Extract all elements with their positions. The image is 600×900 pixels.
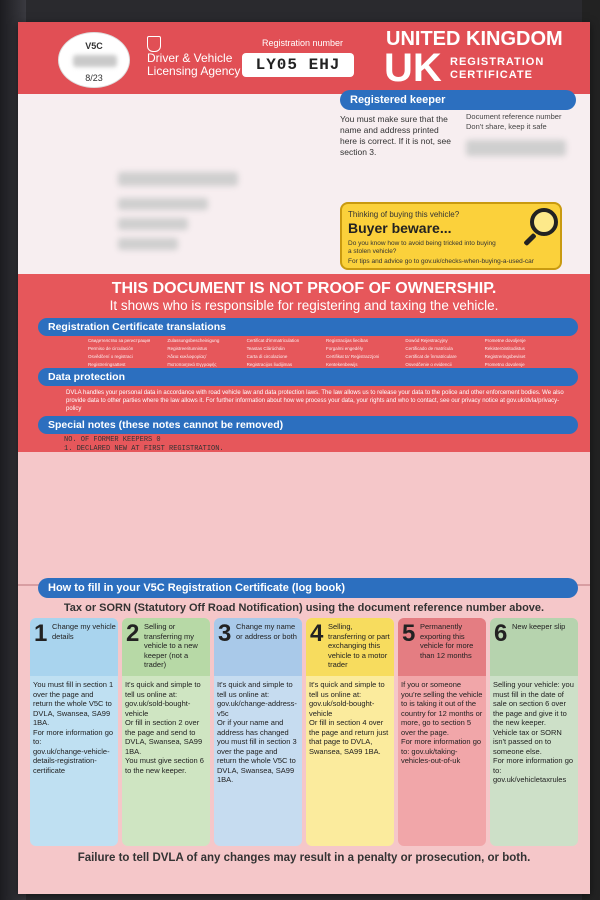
failure-warning: Failure to tell DVLA of any changes may result in a penalty or prosecution, or both. bbox=[77, 852, 531, 864]
step-header bbox=[490, 618, 578, 676]
country-title: UNITED KINGDOM bbox=[386, 28, 563, 50]
redacted-address-3 bbox=[118, 238, 178, 250]
step-title: Permanently exporting this vehicle for more than 12 months bbox=[420, 622, 474, 660]
form-id-oval bbox=[58, 32, 130, 88]
registered-keeper-heading: Registered keeper bbox=[340, 90, 576, 110]
v5c-document bbox=[18, 22, 590, 894]
step-title: New keeper slip bbox=[512, 622, 566, 631]
translation-item: Kentekenbewijs bbox=[326, 362, 358, 367]
step-header bbox=[398, 618, 486, 676]
translation-item: Prometne dovoljenje bbox=[484, 338, 526, 343]
translation-item: Registreringsattest bbox=[88, 362, 126, 367]
step-header bbox=[122, 618, 210, 676]
translation-item: Άδεια κυκλοφορίας/ bbox=[167, 354, 207, 359]
step-3 bbox=[214, 618, 302, 846]
registration-plate: LY05 EHJ bbox=[242, 53, 354, 77]
step-body: It's quick and simple to tell us online at: gov.uk/change-address-v5c Or if your name and address has changed you must fill in section 3 over the page and return the whole V5C to DVLA, Swansea, SA99 1BA. bbox=[217, 680, 297, 784]
step-body: If you or someone you're selling the vehicle to is taking it out of the country for 12 months or more, go to section 5 over the page. For more information go to: gov.uk/taking-vehicles-out-of-uk bbox=[401, 680, 483, 765]
translation-item: Registreeritunnistus bbox=[167, 346, 208, 351]
magnifier-icon bbox=[530, 208, 558, 236]
howto-steps bbox=[30, 618, 582, 848]
step-number: 1 bbox=[34, 620, 48, 647]
step-title: Change my name or address or both bbox=[236, 622, 297, 641]
data-protection-heading: Data protection bbox=[38, 368, 578, 386]
translation-item: Dowód Rejestracyjny bbox=[405, 338, 448, 343]
ownership-subtitle: It shows who is responsible for registering and taxing the vehicle. bbox=[109, 298, 499, 313]
step-title: Selling, transferring or part exchanging this vehicle to a motor trader bbox=[328, 622, 390, 669]
translation-item: Registreringsbeviset bbox=[484, 354, 526, 359]
step-title: Change my vehicle details bbox=[52, 622, 116, 641]
translation-item: Osvědčení o registraci bbox=[88, 354, 133, 359]
data-protection-text: DVLA handles your personal data in accordance with road vehicle law and data protection laws. The law allows us to release your data to the police and other enforcement bodies. We also provide data to other parties where the law allows it. For further information about how we process your data, your rights and who to contact, see our privacy notice at gov.uk/dvla/privacy-policy bbox=[66, 390, 564, 412]
buyer-text: Do you know how to avoid being tricked into buying a stolen vehicle? bbox=[348, 240, 496, 255]
step-number: 2 bbox=[126, 620, 140, 647]
step-header bbox=[30, 618, 118, 676]
keeper-note: You must make sure that the name and address printed here is correct. If it is not, see section 3. bbox=[340, 114, 452, 157]
form-code: V5C bbox=[85, 41, 103, 51]
buyer-title: Buyer beware... bbox=[348, 220, 452, 236]
step-5 bbox=[398, 618, 486, 846]
translations-heading: Registration Certificate translations bbox=[38, 318, 578, 336]
translation-item: Permiso de circulación bbox=[88, 346, 134, 351]
step-1 bbox=[30, 618, 118, 846]
step-number: 6 bbox=[494, 620, 508, 647]
crest-icon bbox=[147, 36, 161, 52]
translation-item: Certificat de înmatriculare bbox=[405, 354, 457, 359]
translation-item: Carta di circolazione bbox=[246, 354, 288, 359]
translation-item: Prometno dovolenje bbox=[484, 362, 525, 367]
buyer-beware-box bbox=[340, 202, 562, 270]
special-notes-heading: Special notes (these notes cannot be removed) bbox=[38, 416, 578, 434]
special-notes-text bbox=[64, 436, 224, 454]
step-2 bbox=[122, 618, 210, 846]
former-keepers-line: NO. OF FORMER KEEPERS 0 bbox=[64, 436, 161, 444]
document-reference-label: Document reference number Don't share, keep it safe bbox=[466, 112, 562, 131]
tax-sorn-line: Tax or SORN (Statutory Off Road Notification) using the document reference number above. bbox=[63, 602, 545, 614]
translation-item: Osvedčenie o evidencii bbox=[405, 362, 452, 367]
step-body: It's quick and simple to tell us online at: gov.uk/sold-bought-vehicle Or fill in section 2 over the page and send to DVLA, Swansea, SA99 1BA. You must give section 6 to the new keeper. bbox=[125, 680, 204, 775]
redacted-box bbox=[73, 55, 117, 67]
buyer-question: Thinking of buying this vehicle? bbox=[348, 210, 460, 219]
translation-item: Certificado de matrícula bbox=[405, 346, 453, 351]
translation-item: Registracijas liecibas bbox=[326, 338, 369, 343]
ownership-title: THIS DOCUMENT IS NOT PROOF OF OWNERSHIP. bbox=[111, 280, 497, 297]
translation-item: Zulassungsbescheinigung bbox=[167, 338, 220, 343]
country-abbr: UK bbox=[384, 46, 442, 90]
step-6 bbox=[490, 618, 578, 846]
translation-item: Πιστοποιητικό Εγγραφής bbox=[167, 362, 217, 367]
agency-name: Driver & Vehicle Licensing Agency bbox=[147, 51, 241, 78]
step-number: 3 bbox=[218, 620, 232, 647]
declared-new-line: 1. DECLARED NEW AT FIRST REGISTRATION. bbox=[64, 445, 224, 453]
translation-item: Свидетелство за регистрация bbox=[88, 338, 151, 343]
step-number: 5 bbox=[402, 620, 416, 647]
step-number: 4 bbox=[310, 620, 324, 647]
registration-label: Registration number bbox=[262, 38, 344, 48]
redacted-docref bbox=[466, 140, 566, 156]
step-title: Selling or transferring my vehicle to a new keeper (not a trader) bbox=[144, 622, 198, 669]
step-4 bbox=[306, 618, 394, 846]
step-body: It's quick and simple to tell us online at: gov.uk/sold-bought-vehicle Or fill in section 4 over the page and return just that page to DVLA, Swansea, SA99 1BA. bbox=[309, 680, 389, 756]
translation-item: Rekisteröintitodistus bbox=[484, 346, 525, 351]
step-body: You must fill in section 1 over the page and return the whole V5C to DVLA, Swansea, SA99 1BA. For more information go to: gov.uk/change-vehicle-details-registration-certificate bbox=[33, 680, 114, 775]
step-body: Selling your vehicle: you must fill in the date of sale on section 6 over the page and give it to the new keeper. Vehicle tax or SORN isn't passed on to someone else. For more information go to: gov.uk/vehicletaxrules bbox=[493, 680, 574, 784]
translation-item: Teastas Clárúcháin bbox=[246, 346, 285, 351]
redacted-address-1 bbox=[118, 198, 208, 210]
form-version: 8/23 bbox=[85, 73, 103, 83]
translation-item: Forgalmi engedély bbox=[326, 346, 364, 351]
step-header bbox=[306, 618, 394, 676]
translation-item: Registracijos liudijimas bbox=[246, 362, 293, 367]
howto-heading: How to fill in your V5C Registration Certificate (log book) bbox=[38, 578, 578, 598]
redacted-address-2 bbox=[118, 218, 188, 230]
buyer-link: For tips and advice go to gov.uk/checks-when-buying-a-used-car bbox=[348, 258, 534, 265]
step-header bbox=[214, 618, 302, 676]
certificate-title: REGISTRATION CERTIFICATE bbox=[450, 56, 545, 81]
translation-item: Certificat d'immatriculation bbox=[246, 338, 300, 343]
redacted-name bbox=[118, 172, 238, 186]
translation-item: Certifikat ta' Reġistrazzjoni bbox=[326, 354, 380, 359]
translations-grid bbox=[88, 338, 558, 368]
magnifier-handle bbox=[523, 233, 536, 246]
